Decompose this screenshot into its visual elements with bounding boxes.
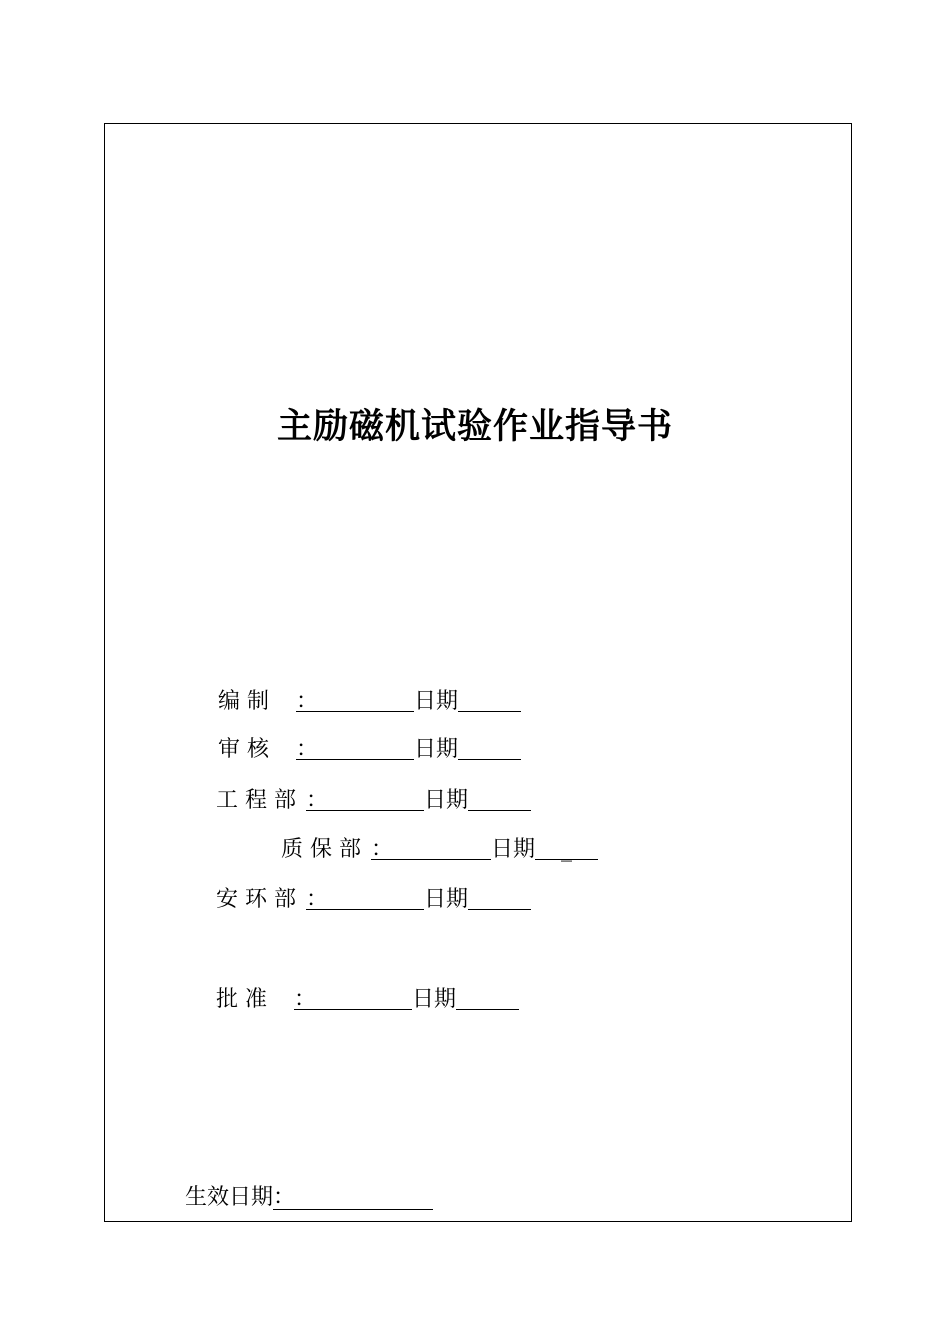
signoff-label: 工 程 部 <box>216 788 296 813</box>
signoff-row-quality <box>281 835 598 865</box>
signoff-colon: ： <box>306 788 329 813</box>
document-title: 主励磁机试验作业指导书 <box>276 407 673 447</box>
signoff-row-safety-environment <box>216 885 531 915</box>
signoff-colon: ： <box>371 837 394 862</box>
signoff-label: 编 制 <box>218 689 269 714</box>
date-blank[interactable] <box>468 885 531 910</box>
effective-date-blank[interactable] <box>273 1182 433 1210</box>
date-blank[interactable] <box>458 735 521 760</box>
signature-blank[interactable] <box>371 835 491 860</box>
signature-blank[interactable] <box>306 786 424 811</box>
signoff-colon: ： <box>296 689 319 714</box>
signoff-label: 审 核 <box>218 737 269 762</box>
effective-date-colon: ： <box>273 1185 296 1210</box>
date-label: 日期 <box>424 788 469 813</box>
signature-blank[interactable] <box>296 735 414 760</box>
signature-blank[interactable] <box>306 885 424 910</box>
signature-blank[interactable] <box>294 985 412 1010</box>
date-label: 日期 <box>414 689 459 714</box>
signoff-colon: ： <box>306 887 329 912</box>
signoff-row-approve <box>216 985 519 1015</box>
signoff-label: 质 保 部 <box>281 837 361 862</box>
date-label: 日期 <box>414 737 459 762</box>
signoff-colon: ： <box>294 987 317 1012</box>
signature-blank[interactable] <box>296 687 414 712</box>
effective-date-label: 生效日期 <box>185 1185 274 1210</box>
date-blank[interactable]: _ <box>535 835 598 860</box>
signoff-row-engineering <box>216 786 531 816</box>
date-label: 日期 <box>424 887 469 912</box>
signoff-label: 安 环 部 <box>216 887 296 912</box>
signoff-label: 批 准 <box>216 987 267 1012</box>
signoff-row-review <box>218 735 521 765</box>
date-label: 日期 <box>412 987 457 1012</box>
date-blank[interactable] <box>456 985 519 1010</box>
date-label: 日期 <box>491 837 536 862</box>
signoff-row-compile <box>218 687 521 717</box>
signoff-colon: ： <box>296 737 319 762</box>
date-blank[interactable] <box>458 687 521 712</box>
page-border-frame <box>104 123 852 1222</box>
effective-date-row <box>185 1182 433 1214</box>
date-blank[interactable] <box>468 786 531 811</box>
